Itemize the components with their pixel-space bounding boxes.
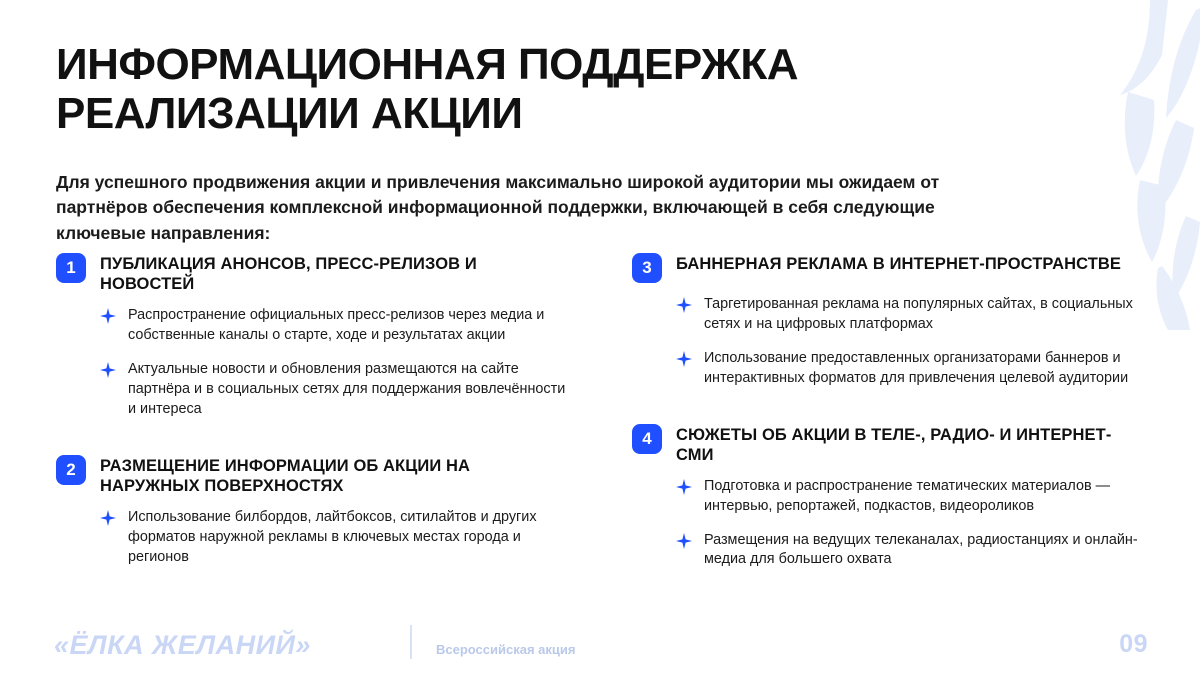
bullet-text: Использование билбордов, лайтбоксов, ситилайтов и других форматов наружной рекламы в ключевых местах города и регионов [128,508,537,565]
sparkle-icon [676,479,692,495]
block-4-title: СЮЖЕТЫ ОБ АКЦИИ В ТЕЛЕ-, РАДИО- И ИНТЕРНЕТ-СМИ [676,425,1112,464]
block-2 [56,454,570,568]
block-4-header [632,423,1146,465]
list-item [676,477,1146,517]
block-3-title: БАННЕРНАЯ РЕКЛАМА В ИНТЕРНЕТ-ПРОСТРАНСТВЕ [676,255,1121,273]
block-1-bullets [100,306,570,419]
block-2-title: РАЗМЕЩЕНИЕ ИНФОРМАЦИИ ОБ АКЦИИ НА НАРУЖНЫХ ПОВЕРХНОСТЯХ [100,456,470,495]
block-1-title: ПУБЛИКАЦИЯ АНОНСОВ, ПРЕСС-РЕЛИЗОВ И НОВОСТЕЙ [100,255,477,294]
bullet-text: Размещения на ведущих телеканалах, радиостанциях и онлайн-медиа для большего охвата [704,531,1138,568]
column-left [56,252,570,570]
page-title: ИНФОРМАЦИОННАЯ ПОДДЕРЖКА РЕАЛИЗАЦИИ АКЦИИ [56,40,799,139]
block-2-header [56,454,570,496]
block-3-number: 3 [632,253,662,283]
slide-footer [0,613,1200,675]
bullet-text: Таргетированная реклама на популярных сайтах, в социальных сетях и на цифровых платформах [704,296,1133,332]
sparkle-icon [676,297,692,313]
list-item [676,295,1146,335]
block-2-bullets [100,508,570,568]
sparkle-icon [676,533,692,549]
block-3-header [632,252,1146,283]
intro-paragraph: Для успешного продвижения акции и привлечения максимально широкой аудитории мы ожидаем от партнёров обеспечения комплексной информационной поддержки, включающей в себя следующие ключевые направления: [56,172,940,243]
block-4 [632,423,1146,571]
block-2-number: 2 [56,455,86,485]
footer-divider [410,625,412,659]
page-number: 09 [1119,630,1148,658]
sparkle-icon [100,510,116,526]
sparkle-icon [100,362,116,378]
list-item [676,531,1146,571]
block-1-header [56,252,570,294]
sparkle-icon [676,351,692,367]
sparkle-icon [100,308,116,324]
block-1 [56,252,570,420]
bullet-text: Использование предоставленных организаторами баннеров и интерактивных форматов для привлечения целевой аудитории [704,349,1129,386]
list-item [100,508,570,568]
block-4-bullets [676,477,1146,571]
column-right [632,252,1146,570]
bullet-text: Распространение официальных пресс-релизов через медиа и собственные каналы о старте, ходе и результатах акции [128,307,545,344]
bullet-text: Актуальные новости и обновления размещаются на сайте партнёра и в социальных сетях для поддержания вовлечённости и интереса [128,361,566,417]
brand-subtitle: Всероссийская акция [436,641,576,657]
list-item [100,360,570,420]
block-1-number: 1 [56,253,86,283]
block-3-bullets [676,295,1146,389]
brand-logo-text: «ЁЛКА ЖЕЛАНИЙ» [54,630,311,660]
list-item [100,306,570,346]
block-4-number: 4 [632,424,662,454]
content-columns [56,252,1146,570]
block-3 [632,252,1146,389]
list-item [676,349,1146,389]
bullet-text: Подготовка и распространение тематических материалов — интервью, репортажей, подкастов, видеороликов [704,477,1111,514]
